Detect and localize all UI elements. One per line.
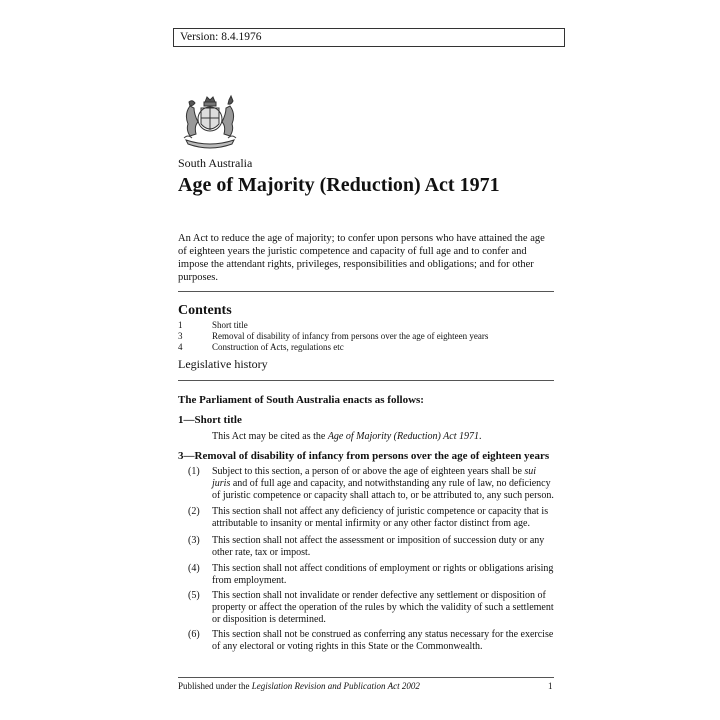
toc-number: 4 bbox=[178, 342, 183, 352]
page-number: 1 bbox=[548, 681, 553, 691]
enacting-formula: The Parliament of South Australia enacts as follows: bbox=[178, 394, 424, 406]
version-text: Version: 8.4.1976 bbox=[180, 31, 262, 43]
subsection-text: This section shall not affect conditions of employment or rights or obligations arising from employment. bbox=[212, 563, 554, 586]
toc-link[interactable]: Construction of Acts, regulations etc bbox=[212, 342, 344, 352]
footer-publication-note bbox=[178, 681, 420, 691]
subsection-number: (4) bbox=[188, 563, 200, 574]
sui-juris-term: sui juris bbox=[212, 466, 537, 489]
subsection-number: (2) bbox=[188, 506, 200, 517]
subsection-number: (6) bbox=[188, 629, 200, 640]
subsection-text: This section shall not invalidate or render defective any settlement or disposition of property or affect the operation of the rules by which the validity of such a settlement or disposition is determined. bbox=[212, 590, 554, 625]
section-1-text-after: . bbox=[478, 431, 482, 442]
subsection-number: (1) bbox=[188, 466, 200, 477]
subsection-number: (3) bbox=[188, 535, 200, 546]
divider bbox=[178, 380, 554, 381]
page-title: Age of Majority (Reduction) Act 1971 bbox=[178, 174, 500, 196]
toc-link[interactable]: Removal of disability of infancy from persons over the age of eighteen years bbox=[212, 331, 489, 341]
subsection-text: This section shall not affect any deficiency of juristic competence or capacity that is attributable to insanity or mental infirmity or any other factor distinct from age. bbox=[212, 506, 549, 529]
version-box bbox=[173, 28, 565, 47]
divider bbox=[178, 291, 554, 292]
subsection-text-before: Subject to this section, a person of or above the age of eighteen years shall be bbox=[212, 466, 525, 477]
legislative-history-link[interactable]: Legislative history bbox=[178, 357, 268, 371]
footer-divider bbox=[178, 677, 554, 678]
subsection-text: This section shall not be construed as conferring any status necessary for the exercise of any electoral or voting rights in this State or the Commonwealth. bbox=[212, 629, 554, 652]
footer-text-before: Published under the bbox=[178, 681, 252, 691]
footer-act-citation: Legislation Revision and Publication Act 2002 bbox=[251, 681, 420, 691]
coat-of-arms-icon bbox=[180, 94, 240, 150]
section-3-heading: 3—Removal of disability of infancy from persons over the age of eighteen years bbox=[178, 450, 550, 462]
act-citation: Age of Majority (Reduction) Act 1971 bbox=[327, 431, 479, 442]
jurisdiction: South Australia bbox=[178, 156, 253, 170]
toc-number: 1 bbox=[178, 320, 183, 330]
subsection-text-after: and of full age and capacity, and notwithstanding any rule of law, no deficiency of juristic competence or capacity shall attach to, or be attributed to, any such person. bbox=[212, 478, 554, 501]
long-title: An Act to reduce the age of majority; to confer upon persons who have attained the age of eighteen years the juristic competence and capacity of full age and to confer and impose the attendant rights, privileges, responsibilities and obligations; and for other purposes. bbox=[178, 233, 545, 283]
section-1-text bbox=[212, 431, 481, 442]
subsection-text: This section shall not affect the assessment or imposition of succession duty or any other rate, tax or impost. bbox=[212, 535, 545, 558]
section-1-text-before: This Act may be cited as the bbox=[212, 431, 328, 442]
contents-heading: Contents bbox=[178, 303, 232, 318]
subsection-number: (5) bbox=[188, 590, 200, 601]
toc-link[interactable]: Short title bbox=[212, 320, 248, 330]
section-1-heading: 1—Short title bbox=[178, 414, 242, 426]
toc-number: 3 bbox=[178, 331, 183, 341]
subsection-text bbox=[212, 466, 556, 502]
